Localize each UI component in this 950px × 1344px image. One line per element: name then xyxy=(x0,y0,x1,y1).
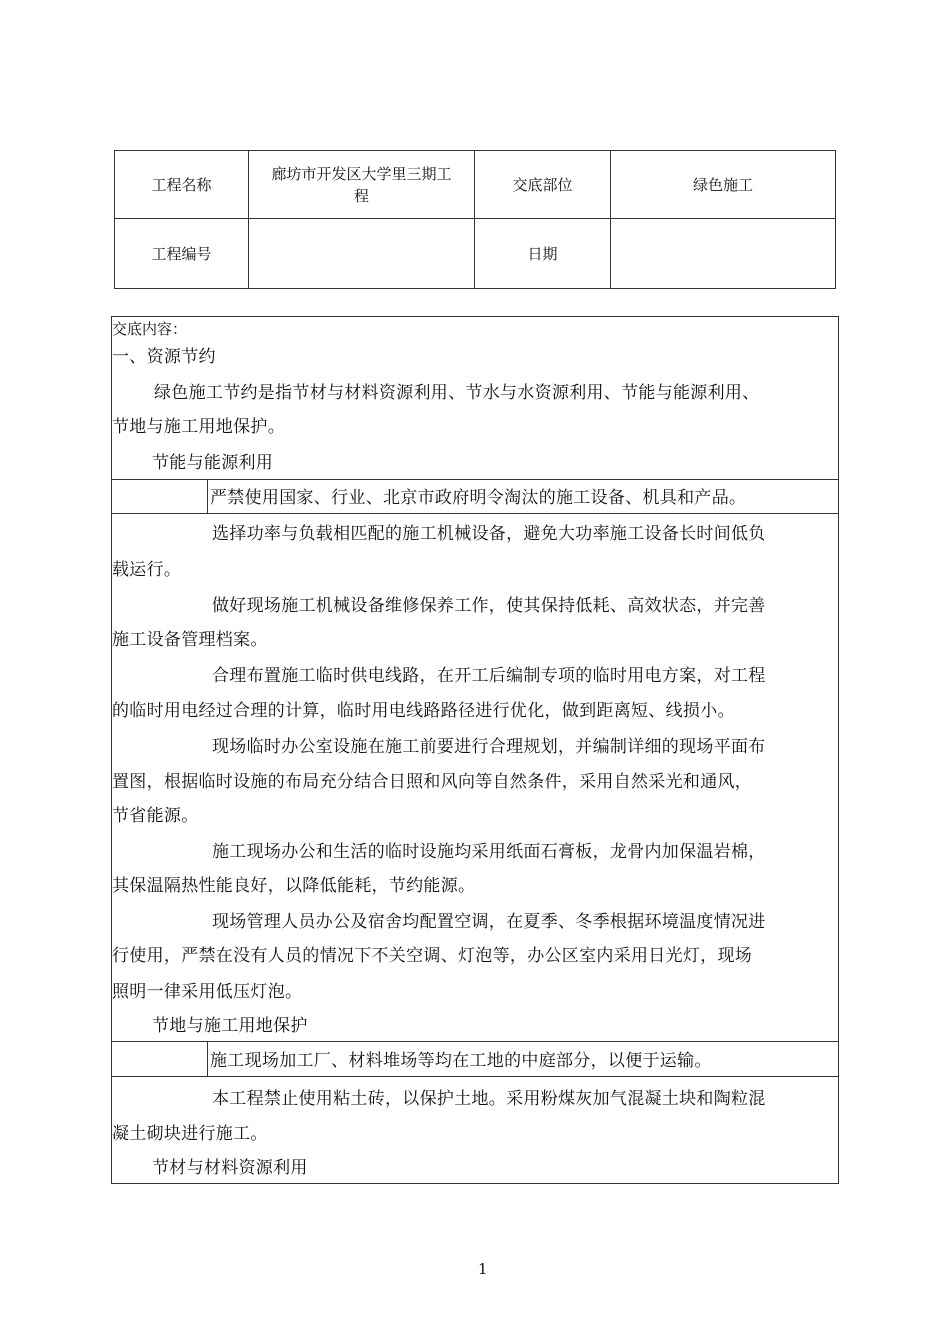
list-item: 施工现场加工厂、材料堆场等均在工地的中庭部分，以便于运输。 xyxy=(210,1051,712,1071)
project-code-label: 工程编号 xyxy=(151,244,212,263)
handover-part-label: 交底部位 xyxy=(512,175,573,194)
list-item: 载运行。 xyxy=(112,560,182,580)
list-item: 选择功率与负载相匹配的施工机械设备，避免大功率施工设备长时间低负 xyxy=(212,524,766,544)
list-item: 其保温隔热性能良好，以降低能耗，节约能源。 xyxy=(112,876,476,896)
project-name-value: 廊坊市开发区大学里三期工 程 xyxy=(271,164,452,205)
subsection-title: 节能与能源利用 xyxy=(152,453,274,473)
date-value xyxy=(611,219,835,288)
subsection-title: 节地与施工用地保护 xyxy=(152,1016,308,1036)
list-item: 凝土砌块进行施工。 xyxy=(112,1124,268,1144)
intro-paragraph: 绿色施工节约是指节材与材料资源利用、节水与水资源利用、节能与能源利用、 xyxy=(154,383,760,403)
list-item: 合理布置施工临时供电线路，在开工后编制专项的临时用电方案，对工程 xyxy=(212,666,766,686)
handover-part-value: 绿色施工 xyxy=(692,175,753,194)
section-title: 一、资源节约 xyxy=(112,347,216,367)
list-item: 的临时用电经过合理的计算，临时用电线路路径进行优化，做到距离短、线损小。 xyxy=(112,701,735,721)
list-item: 严禁使用国家、行业、北京市政府明令淘汰的施工设备、机具和产品。 xyxy=(210,488,747,508)
list-item: 现场管理人员办公及宿舍均配置空调，在夏季、冬季根据环境温度情况进 xyxy=(212,912,766,932)
list-item: 行使用，严禁在没有人员的情况下不关空调、灯泡等，办公区室内采用日光灯，现场 xyxy=(112,946,753,966)
subsection-title: 节材与材料资源利用 xyxy=(152,1158,308,1178)
content-label: 交底内容： xyxy=(112,320,188,338)
page-number: 1 xyxy=(478,1260,488,1278)
list-item: 施工设备管理档案。 xyxy=(112,630,268,650)
intro-paragraph: 节地与施工用地保护。 xyxy=(112,417,285,437)
list-item: 做好现场施工机械设备维修保养工作，使其保持低耗、高效状态，并完善 xyxy=(212,596,766,616)
date-label: 日期 xyxy=(527,244,558,263)
project-name-label: 工程名称 xyxy=(151,175,212,194)
list-item: 施工现场办公和生活的临时设施均采用纸面石膏板，龙骨内加保温岩棉， xyxy=(212,842,766,862)
list-item: 照明一律采用低压灯泡。 xyxy=(112,982,303,1002)
list-item: 节省能源。 xyxy=(112,806,199,826)
list-item: 现场临时办公室设施在施工前要进行合理规划，并编制详细的现场平面布 xyxy=(212,737,766,757)
list-item: 本工程禁止使用粘土砖，以保护土地。采用粉煤灰加气混凝土块和陶粒混 xyxy=(212,1089,766,1109)
list-item: 置图，根据临时设施的布局充分结合日照和风向等自然条件，采用自然采光和通风， xyxy=(112,772,753,792)
project-code-value xyxy=(249,219,474,288)
